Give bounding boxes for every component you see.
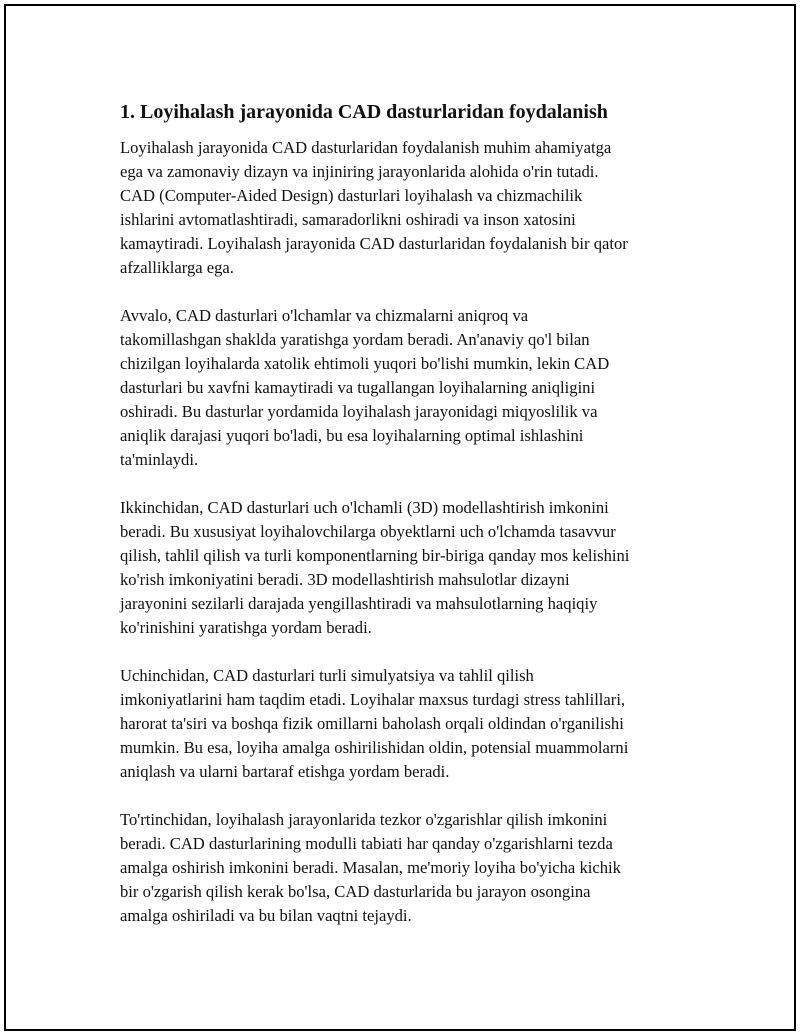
paragraph-line: ko'rish imkoniyatini beradi. 3D modellashtirish mahsulotlar dizayni: [120, 570, 570, 589]
page-frame: [4, 4, 796, 1031]
paragraph-line: afzalliklarga ega.: [120, 258, 234, 277]
paragraph-line: ega va zamonaviy dizayn va injiniring jarayonlarida alohida o'rin tutadi.: [120, 162, 599, 181]
paragraph-line: imkoniyatlarini ham taqdim etadi. Loyihalar maxsus turdagi stress tahlillari,: [120, 690, 626, 709]
paragraph-line: kamaytiradi. Loyihalash jarayonida CAD dasturlaridan foydalanish bir qator: [120, 234, 628, 253]
paragraph-1: [120, 136, 700, 280]
paragraph-line: To'rtinchidan, loyihalash jarayonlarida tezkor o'zgarishlar qilish imkonini: [120, 810, 608, 829]
paragraph-5: [120, 808, 700, 928]
paragraph-line: ishlarini avtomatlashtiradi, samaradorlikni oshiradi va inson xatosini: [120, 210, 576, 229]
paragraph-line: amalga oshiriladi va bu bilan vaqtni tejaydi.: [120, 906, 412, 925]
paragraph-3: [120, 496, 700, 640]
paragraph-line: oshiradi. Bu dasturlar yordamida loyihalash jarayonidagi miqyoslilik va: [120, 402, 598, 421]
paragraph-line: ta'minlaydi.: [120, 450, 199, 469]
paragraph-2: [120, 304, 700, 472]
paragraph-line: Ikkinchidan, CAD dasturlari uch o'lchamli (3D) modellashtirish imkonini: [120, 498, 609, 517]
paragraph-line: harorat ta'siri va boshqa fizik omillarni baholash orqali oldindan o'rganilishi: [120, 714, 624, 733]
paragraph-line: amalga oshirish imkonini beradi. Masalan, me'moriy loyiha bo'yicha kichik: [120, 858, 621, 877]
paragraph-line: jarayonini sezilarli darajada yengillashtiradi va mahsulotlarning haqiqiy: [120, 594, 598, 613]
paragraph-line: dasturlari bu xavfni kamaytiradi va tugallangan loyihalarning aniqligini: [120, 378, 596, 397]
paragraph-line: beradi. Bu xususiyat loyihalovchilarga obyektlarni uch o'lchamda tasavvur: [120, 522, 616, 541]
paragraph-line: mumkin. Bu esa, loyiha amalga oshirilishidan oldin, potensial muammolarni: [120, 738, 629, 757]
paragraph-line: ko'rinishini yaratishga yordam beradi.: [120, 618, 372, 637]
paragraph-line: qilish, tahlil qilish va turli komponentlarning bir-biriga qanday mos kelishini: [120, 546, 630, 565]
paragraph-line: takomillashgan shaklda yaratishga yordam beradi. An'anaviy qo'l bilan: [120, 330, 590, 349]
paragraph-line: beradi. CAD dasturlarining modulli tabiati har qanday o'zgarishlarni tezda: [120, 834, 613, 853]
paragraph-line: Uchinchidan, CAD dasturlari turli simulyatsiya va tahlil qilish: [120, 666, 534, 685]
paragraph-4: [120, 664, 700, 784]
paragraph-line: chizilgan loyihalarda xatolik ehtimoli yuqori bo'lishi mumkin, lekin CAD: [120, 354, 610, 373]
section-heading: 1. Loyihalash jarayonida CAD dasturlaridan foydalanish: [120, 101, 608, 123]
paragraph-line: CAD (Computer-Aided Design) dasturlari loyihalash va chizmachilik: [120, 186, 583, 205]
paragraph-line: aniqlik darajasi yuqori bo'ladi, bu esa loyihalarning optimal ishlashini: [120, 426, 584, 445]
paragraph-line: Loyihalash jarayonida CAD dasturlaridan foydalanish muhim ahamiyatga: [120, 138, 612, 157]
paragraph-line: bir o'zgarish qilish kerak bo'lsa, CAD dasturlarida bu jarayon osongina: [120, 882, 591, 901]
paragraph-line: Avvalo, CAD dasturlari o'lchamlar va chizmalarni aniqroq va: [120, 306, 529, 325]
paragraph-line: aniqlash va ularni bartaraf etishga yordam beradi.: [120, 762, 450, 781]
document-body: [120, 98, 700, 952]
